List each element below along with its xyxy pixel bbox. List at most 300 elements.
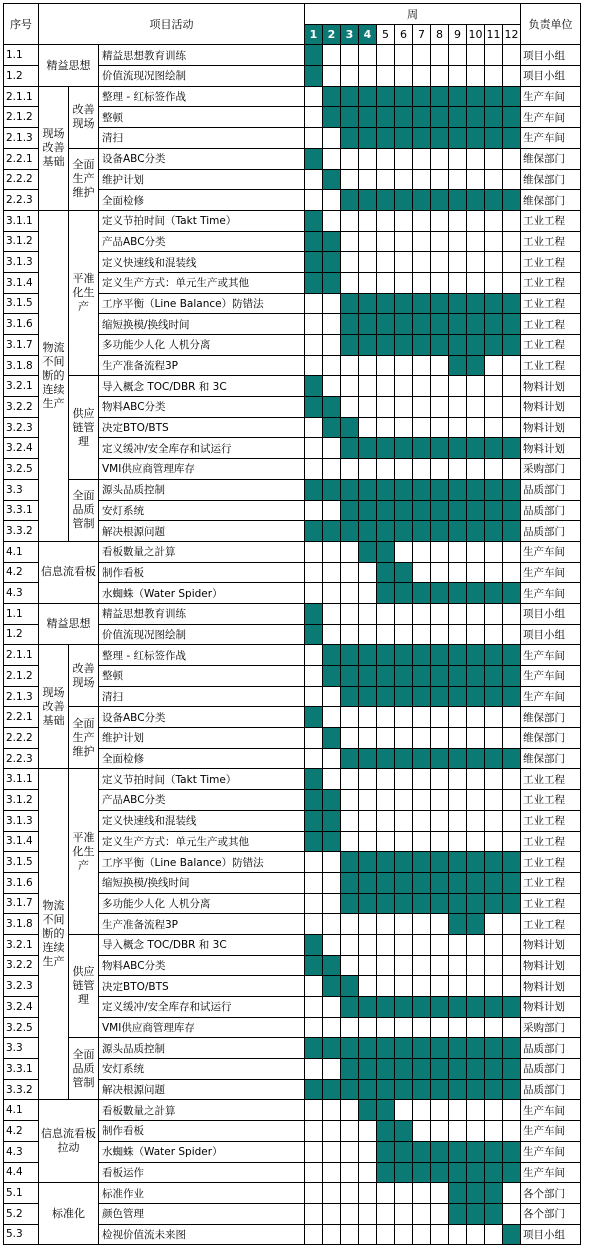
week-cell [467,107,485,128]
week-cell [503,500,521,521]
week-cell [323,831,341,852]
week-cell [413,397,431,418]
week-cell [503,955,521,976]
week-cell [359,459,377,480]
week-cell [395,500,413,521]
row-number: 3.1.2 [4,231,39,252]
row-number: 4.1 [4,1100,39,1121]
week-cell [395,624,413,645]
week-cell [305,541,323,562]
row-number: 3.3.1 [4,1059,39,1080]
activity-name: 定义缓冲/安全库存和试运行 [99,438,305,459]
week-cell [323,376,341,397]
header-unit: 负责单位 [521,4,581,45]
week-cell [395,603,413,624]
week-cell [503,562,521,583]
week-cell [503,293,521,314]
week-cell [503,190,521,211]
week-cell [359,1017,377,1038]
week-cell [413,748,431,769]
week-cell [503,314,521,335]
week-cell [395,1203,413,1224]
week-cell [413,1183,431,1204]
week-cell [485,1162,503,1183]
activity-name: 导入概念 TOC/DBR 和 3C [99,934,305,955]
week-cell [305,810,323,831]
week-cell [467,1017,485,1038]
week-cell [305,521,323,542]
row-number: 3.1.2 [4,790,39,811]
row-number: 3.2.2 [4,397,39,418]
week-cell [413,769,431,790]
activity-name: 标准作业 [99,1183,305,1204]
week-cell [503,707,521,728]
week-cell [503,86,521,107]
week-cell [341,562,359,583]
week-cell [305,86,323,107]
row-number: 5.2 [4,1203,39,1224]
week-cell [377,128,395,149]
week-cell [359,645,377,666]
group-label: 物流不间断的连续生产 [39,769,69,1100]
week-cell [323,934,341,955]
week-cell [503,397,521,418]
week-cell [377,500,395,521]
week-cell [377,852,395,873]
responsible-unit: 生产车间 [521,666,581,687]
week-cell [413,872,431,893]
week-cell [467,872,485,893]
week-cell [341,314,359,335]
week-cell [395,997,413,1018]
week-cell [359,314,377,335]
row-number: 4.4 [4,1162,39,1183]
row-number: 3.3.2 [4,1079,39,1100]
week-cell [431,769,449,790]
week-cell [431,872,449,893]
week-cell [323,790,341,811]
week-cell [395,666,413,687]
week-cell [359,1224,377,1245]
row-number: 2.1.2 [4,107,39,128]
week-cell [377,335,395,356]
week-cell [359,1183,377,1204]
week-cell [305,1059,323,1080]
week-cell [503,335,521,356]
week-cell [413,1017,431,1038]
activity-name: 定义节拍时间（Takt Time） [99,210,305,231]
week-cell [467,66,485,87]
week-cell [395,148,413,169]
week-cell [449,293,467,314]
responsible-unit: 项目小组 [521,66,581,87]
week-cell [377,769,395,790]
week-cell [377,459,395,480]
week-cell [485,231,503,252]
week-cell [503,686,521,707]
week-header-cell: 4 [359,24,377,45]
week-cell [485,810,503,831]
week-cell [449,769,467,790]
responsible-unit: 工业工程 [521,210,581,231]
week-cell [359,541,377,562]
responsible-unit: 工业工程 [521,252,581,273]
week-cell [377,417,395,438]
week-cell [377,521,395,542]
week-cell [305,583,323,604]
week-cell [485,521,503,542]
activity-name: 精益思想教育训练 [99,603,305,624]
week-cell [341,1059,359,1080]
week-cell [341,459,359,480]
week-cell [485,128,503,149]
week-cell [323,1079,341,1100]
week-cell [359,66,377,87]
week-cell [413,976,431,997]
responsible-unit: 物料计划 [521,955,581,976]
week-cell [377,1183,395,1204]
week-cell [449,955,467,976]
week-cell [395,831,413,852]
week-cell [449,997,467,1018]
week-cell [377,86,395,107]
week-cell [341,107,359,128]
week-cell [431,314,449,335]
week-cell [413,107,431,128]
week-cell [305,190,323,211]
week-cell [449,272,467,293]
week-header-cell: 8 [431,24,449,45]
week-cell [359,479,377,500]
week-cell [467,1141,485,1162]
week-cell [359,1038,377,1059]
week-cell [341,872,359,893]
row-number: 3.3 [4,479,39,500]
week-cell [503,45,521,66]
row-number: 5.3 [4,1224,39,1245]
week-cell [359,1100,377,1121]
row-number: 3.2.2 [4,955,39,976]
header-seq: 序号 [4,4,39,45]
week-cell [449,479,467,500]
responsible-unit: 工业工程 [521,893,581,914]
week-cell [377,1100,395,1121]
week-cell [395,1121,413,1142]
week-cell [377,169,395,190]
week-cell [449,707,467,728]
week-cell [395,66,413,87]
week-cell [305,1183,323,1204]
week-cell [485,541,503,562]
responsible-unit: 采购部门 [521,459,581,480]
week-cell [305,1100,323,1121]
week-cell [341,210,359,231]
week-cell [377,210,395,231]
week-cell [323,1038,341,1059]
week-cell [323,1100,341,1121]
week-cell [467,934,485,955]
week-cell [413,1079,431,1100]
week-cell [359,1203,377,1224]
week-cell [323,86,341,107]
week-cell [359,500,377,521]
responsible-unit: 物料计划 [521,934,581,955]
week-cell [431,914,449,935]
group-label: 现场改善基础 [39,645,69,769]
row-number: 3.3.1 [4,500,39,521]
group-label: 精益思想 [39,603,99,644]
week-cell [359,914,377,935]
week-cell [305,1224,323,1245]
week-cell [305,748,323,769]
week-cell [305,666,323,687]
week-cell [305,562,323,583]
week-cell [377,1203,395,1224]
week-cell [467,1203,485,1224]
week-cell [323,707,341,728]
week-cell [449,438,467,459]
week-cell [323,210,341,231]
week-cell [431,810,449,831]
week-cell [341,1224,359,1245]
week-cell [431,1059,449,1080]
week-cell [341,66,359,87]
week-cell [467,707,485,728]
week-cell [395,1141,413,1162]
week-cell [431,438,449,459]
week-cell [431,293,449,314]
week-cell [377,438,395,459]
week-cell [305,107,323,128]
row-number: 3.2.4 [4,438,39,459]
week-cell [323,1121,341,1142]
activity-name: 安灯系统 [99,500,305,521]
activity-name: 缩短换模/换线时间 [99,314,305,335]
week-cell [467,438,485,459]
week-cell [485,728,503,749]
table-row [4,45,581,66]
week-cell [485,1224,503,1245]
week-cell [431,107,449,128]
week-cell [377,1224,395,1245]
row-number: 3.2.5 [4,1017,39,1038]
row-number: 5.1 [4,1183,39,1204]
week-cell [359,790,377,811]
week-cell [377,976,395,997]
week-cell [485,1100,503,1121]
week-cell [449,459,467,480]
week-cell [323,521,341,542]
week-cell [431,45,449,66]
week-cell [305,45,323,66]
week-cell [413,997,431,1018]
week-cell [395,955,413,976]
week-cell [341,397,359,418]
week-cell [503,376,521,397]
week-cell [359,293,377,314]
week-cell [377,997,395,1018]
week-cell [449,934,467,955]
week-cell [359,666,377,687]
week-cell [395,169,413,190]
week-cell [467,728,485,749]
week-cell [395,521,413,542]
week-cell [485,293,503,314]
week-cell [431,459,449,480]
week-cell [323,107,341,128]
week-cell [359,831,377,852]
week-cell [449,748,467,769]
week-cell [305,272,323,293]
week-cell [431,583,449,604]
week-cell [467,272,485,293]
week-cell [377,148,395,169]
week-cell [485,252,503,273]
responsible-unit: 项目小组 [521,624,581,645]
week-cell [377,1017,395,1038]
activity-name: 定义快速线和混装线 [99,252,305,273]
week-header-cell: 6 [395,24,413,45]
week-cell [359,438,377,459]
week-cell [395,852,413,873]
week-cell [377,252,395,273]
week-cell [413,66,431,87]
week-header-cell: 11 [485,24,503,45]
activity-name: 维护计划 [99,169,305,190]
week-cell [449,45,467,66]
week-cell [341,355,359,376]
responsible-unit: 品质部门 [521,1059,581,1080]
row-number: 3.1.3 [4,810,39,831]
activity-name: 源头品质控制 [99,1038,305,1059]
row-number: 4.1 [4,541,39,562]
week-cell [467,252,485,273]
week-cell [323,541,341,562]
row-number: 2.2.3 [4,190,39,211]
week-cell [323,190,341,211]
week-cell [305,976,323,997]
week-cell [431,624,449,645]
week-cell [377,666,395,687]
week-cell [341,1183,359,1204]
responsible-unit: 生产车间 [521,583,581,604]
week-cell [359,748,377,769]
row-number: 1.1 [4,603,39,624]
row-number: 3.2.4 [4,997,39,1018]
week-cell [341,1100,359,1121]
week-cell [467,686,485,707]
week-cell [359,810,377,831]
row-number: 3.3.2 [4,521,39,542]
week-cell [341,603,359,624]
table-row [4,707,581,728]
responsible-unit: 项目小组 [521,45,581,66]
week-cell [431,541,449,562]
week-cell [503,810,521,831]
week-cell [449,1224,467,1245]
week-cell [413,500,431,521]
week-cell [503,914,521,935]
week-cell [449,562,467,583]
week-cell [467,914,485,935]
responsible-unit: 生产车间 [521,86,581,107]
week-cell [503,872,521,893]
week-cell [341,479,359,500]
row-number: 3.2.1 [4,934,39,955]
week-cell [395,293,413,314]
week-cell [449,541,467,562]
week-cell [449,107,467,128]
header-row-1 [4,4,581,25]
week-cell [413,955,431,976]
week-cell [449,666,467,687]
week-cell [449,728,467,749]
week-cell [449,872,467,893]
week-cell [503,790,521,811]
subgroup-label: 平准化生产 [69,210,99,376]
week-cell [305,707,323,728]
week-cell [431,355,449,376]
week-cell [323,231,341,252]
week-cell [467,86,485,107]
week-cell [449,1079,467,1100]
row-number: 3.2.3 [4,976,39,997]
week-cell [413,707,431,728]
week-cell [413,914,431,935]
week-cell [431,955,449,976]
week-cell [377,707,395,728]
week-cell [395,1224,413,1245]
week-cell [341,541,359,562]
week-cell [359,376,377,397]
week-cell [413,562,431,583]
week-cell [323,583,341,604]
row-number: 1.2 [4,66,39,87]
responsible-unit: 工业工程 [521,831,581,852]
week-cell [485,872,503,893]
week-cell [485,169,503,190]
week-header-cell: 5 [377,24,395,45]
week-cell [305,624,323,645]
week-cell [503,521,521,542]
week-cell [323,148,341,169]
week-cell [467,583,485,604]
week-cell [323,893,341,914]
week-cell [485,748,503,769]
week-cell [395,272,413,293]
week-cell [431,272,449,293]
table-row [4,376,581,397]
week-cell [305,686,323,707]
activity-name: 导入概念 TOC/DBR 和 3C [99,376,305,397]
week-cell [449,624,467,645]
row-number: 4.2 [4,1121,39,1142]
responsible-unit: 品质部门 [521,479,581,500]
week-cell [395,707,413,728]
week-cell [395,417,413,438]
week-cell [413,210,431,231]
week-cell [503,831,521,852]
group-label: 物流不间断的连续生产 [39,210,69,541]
week-cell [305,335,323,356]
week-cell [359,728,377,749]
week-cell [395,45,413,66]
week-cell [305,1038,323,1059]
week-cell [431,210,449,231]
week-cell [377,66,395,87]
week-cell [395,376,413,397]
week-cell [359,190,377,211]
